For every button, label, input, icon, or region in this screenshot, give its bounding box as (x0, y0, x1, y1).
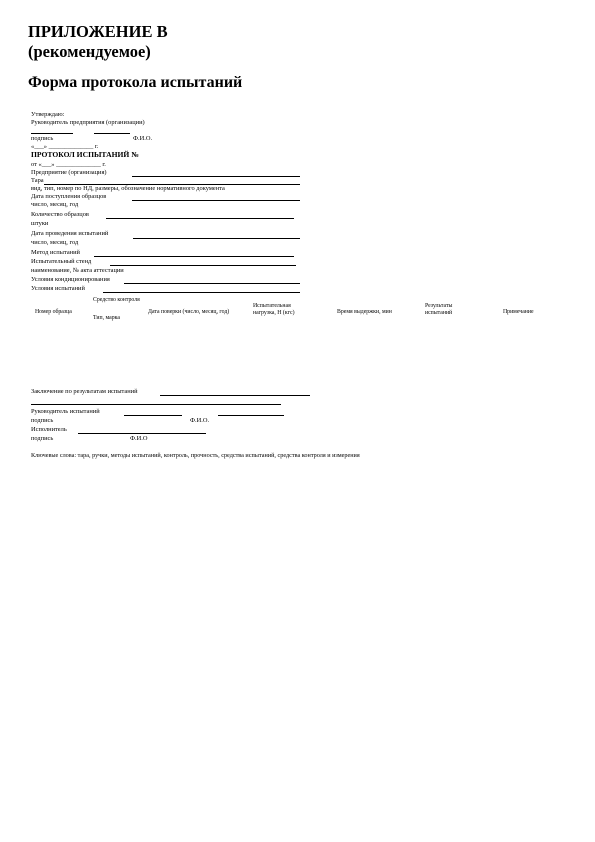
appendix-heading: ПРИЛОЖЕНИЕ В (28, 22, 168, 41)
conditioning-label: Условия кондиционирования (31, 276, 110, 283)
receipt-date-line (132, 200, 300, 201)
enterprise-line (132, 176, 300, 177)
document-title: Форма протокола испытаний (28, 74, 243, 91)
pieces-note: штуки (31, 220, 49, 227)
receipt-date-label: Дата поступления образцов (31, 193, 107, 200)
col-time: Время выдержки, мин (337, 309, 392, 315)
stand-label: Испытательный стенд (31, 258, 92, 265)
test-date-label: Дата проведения испытаний (31, 230, 109, 237)
conditioning-line (124, 283, 300, 284)
col-type: Тип, марка (93, 315, 120, 321)
stand-note: наименование, № акта аттестации (31, 267, 124, 274)
conclusion-label: Заключение по результатам испытаний (31, 388, 138, 395)
appendix-status: (рекомендуемое) (28, 42, 151, 61)
protocol-date: от «___» ______________ г. (31, 161, 106, 168)
method-line (94, 256, 294, 257)
tara-label: Тара (31, 177, 44, 184)
tara-note: вид, тип, номер по НД, размеры, обозначение нормативного документа (31, 185, 225, 192)
sign-label: подпись (31, 135, 54, 142)
approval-date: «___» ______________ г. (31, 143, 99, 150)
col-control-group: Средство контроля (93, 297, 140, 303)
test-conditions-label: Условия испытаний (31, 285, 85, 292)
head-fio-line (218, 415, 284, 416)
fio-label: Ф.И.О. (133, 135, 153, 142)
col-load: Испытательная нагрузка, Н (кгс) (253, 303, 295, 316)
protocol-title: ПРОТОКОЛ ИСПЫТАНИЙ № (31, 150, 139, 159)
sample-count-line (106, 218, 294, 219)
fio-line (94, 133, 130, 134)
col-note: Примечание (503, 309, 534, 315)
conclusion-line-1 (160, 395, 310, 396)
date-note-2: число, месяц, год (31, 239, 79, 246)
enterprise-head-label: Руководитель предприятия (организации) (31, 119, 145, 126)
date-note-1: число, месяц, год (31, 201, 79, 208)
sign-label-1: подпись (31, 417, 54, 424)
signature-line (31, 133, 73, 134)
sample-count-label: Количество образцов (31, 211, 89, 218)
executor-line (78, 433, 206, 434)
approve-label: Утверждаю: (31, 111, 65, 118)
test-date-line (133, 238, 300, 239)
sign-label-2: подпись (31, 435, 54, 442)
stand-line (110, 265, 296, 266)
test-conditions-line (103, 292, 300, 293)
enterprise-label: Предприятие (организация) (31, 169, 107, 176)
col-sample: Номер образца (35, 309, 72, 315)
method-label: Метод испытаний (31, 249, 80, 256)
executor-label: Исполнитель (31, 426, 67, 433)
head-tests-label: Руководитель испытаний (31, 408, 100, 415)
col-check-date: Дата поверки (число, месяц, год) (148, 309, 230, 315)
head-sign-line (124, 415, 182, 416)
keywords: Ключевые слова: тара, ручки, методы испытаний, контроль, прочность, средства испытаний, средства контроля и измерения (31, 452, 360, 459)
conclusion-line-2 (31, 404, 281, 405)
fio-label-1: Ф.И.О. (190, 417, 210, 424)
col-results: Результаты испытаний (425, 303, 453, 316)
fio-label-2: Ф.И.О (130, 435, 148, 442)
